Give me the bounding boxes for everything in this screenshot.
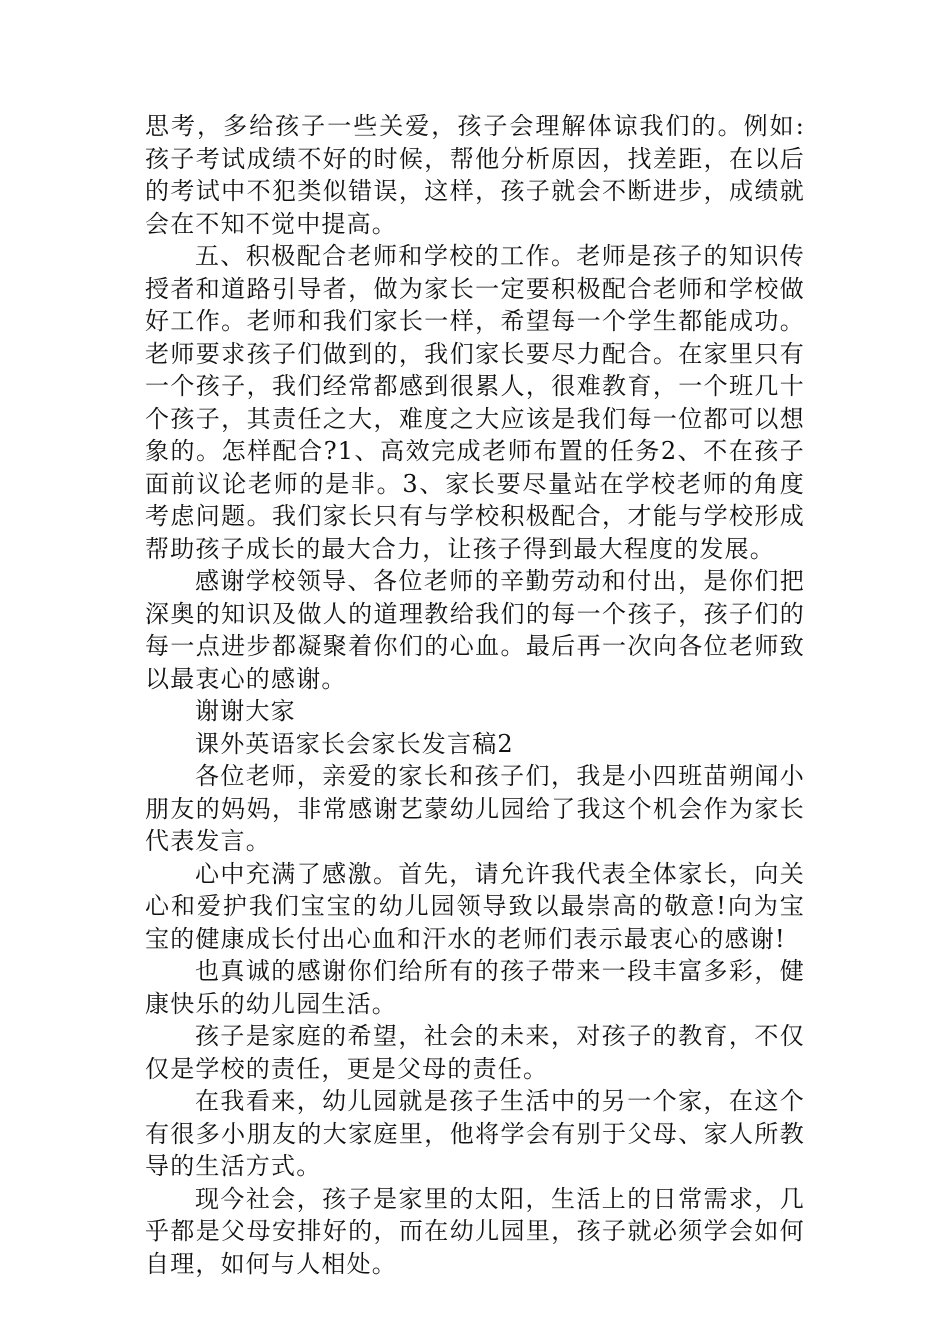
- paragraph-continued: 思考，多给孩子一些关爱，孩子会理解体谅我们的。例如:孩子考试成绩不好的时候，帮他分析原因，找差距，在以后的考试中不犯类似错误，这样，孩子就会不断进步，成绩就会在不知不觉中提高。: [145, 112, 805, 238]
- paragraph-gratitude: 心中充满了感激。首先，请允许我代表全体家长，向关心和爱护我们宝宝的幼儿园领导致以最崇高的敬意!向为宝宝的健康成长付出心血和汗水的老师们表示最衷心的感谢!: [145, 859, 805, 953]
- paragraph-closing: 谢谢大家: [195, 697, 296, 725]
- paragraph-modern-society: 现今社会，孩子是家里的太阳，生活上的日常需求，几乎都是父母安排好的，而在幼儿园里，孩子就必须学会如何自理，如何与人相处。: [145, 1184, 805, 1278]
- document-body: [145, 110, 805, 1280]
- paragraph-thanks-teachers: 感谢学校领导、各位老师的辛勤劳动和付出，是你们把深奥的知识及做人的道理教给我们的每一个孩子，孩子们的每一点进步都凝聚着你们的心血。最后再一次向各位老师致以最衷心的感谢。: [145, 567, 805, 693]
- paragraph-sincere-thanks: 也真诚的感谢你们给所有的孩子带来一段丰富多彩，健康快乐的幼儿园生活。: [145, 957, 805, 1018]
- paragraph-kindergarten-home: 在我看来，幼儿园就是孩子生活中的另一个家，在这个有很多小朋友的大家庭里，他将学会有别于父母、家人所教导的生活方式。: [145, 1087, 805, 1180]
- paragraph-cooperate-with-school: 五、积极配合老师和学校的工作。老师是孩子的知识传授者和道路引导者，做为家长一定要积极配合老师和学校做好工作。老师和我们家长一样，希望每一个学生都能成功。老师要求孩子们做到的，我们家长要尽力配合。在家里只有一个孩子，我们经常都感到很累人，很难教育，一个班几十个孩子，其责任之大，难度之大应该是我们每一位都可以想象的。怎样配合?1、高效完成老师布置的任务2、不在孩子面前议论老师的是非。3、家长要尽量站在学校老师的角度考虑问题。我们家长只有与学校积极配合，才能与学校形成帮助孩子成长的最大合力，让孩子得到最大程度的发展。: [145, 242, 805, 563]
- paragraph-greeting: 各位老师，亲爱的家长和孩子们，我是小四班苗朔闻小朋友的妈妈，非常感谢艺蒙幼儿园给了我这个机会作为家长代表发言。: [145, 762, 805, 855]
- section-heading: 课外英语家长会家长发言稿2: [195, 729, 514, 758]
- paragraph-family-hope: 孩子是家庭的希望，社会的未来，对孩子的教育，不仅仅是学校的责任，更是父母的责任。: [145, 1022, 805, 1083]
